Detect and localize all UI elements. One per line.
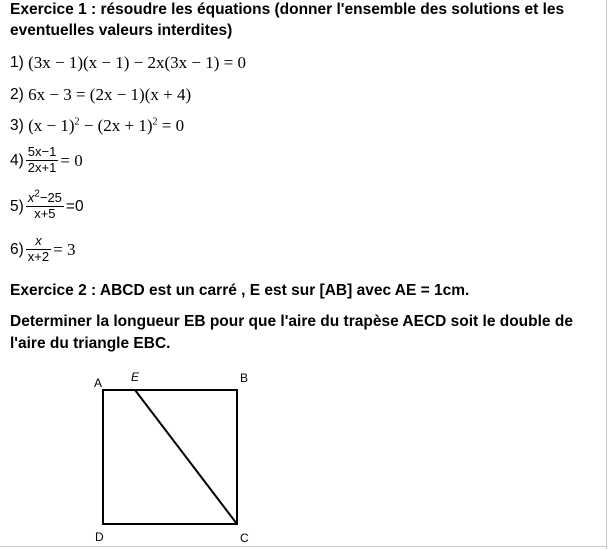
equation-rhs: =0 [65,197,84,215]
vertex-label-a: A [94,376,103,390]
exercise-2-statement: Exercice 2 : ABCD est un carré , E est sur [AB] avec AE = 1cm. [10,282,470,299]
exercise-2-question-line-1: Determiner la longueur EB pour que l'aire du trapèse AECD soit le double de [10,313,573,330]
equation-rhs: = 3 [53,239,76,259]
exercise-1-title: Exercice 1 : [10,1,97,18]
square-abcd [103,390,237,524]
equation-term-2: − (2x + 1) [79,116,153,135]
numerator: x [35,233,42,248]
denominator: x+2 [27,248,50,264]
exponent: 2 [152,116,158,128]
equation-number: 2) [10,85,24,103]
equation-number: 4) [10,151,24,169]
equation-number: 6) [10,240,24,258]
equation-rhs: = 0 [60,150,83,170]
denominator: 2x+1 [27,159,57,175]
exercise-1-line-2: eventuelles valeurs interdites) [10,22,233,39]
exercise-1-instruction: résoudre les équations (donner l'ensemble des solutions et les [100,1,565,18]
segment-ec [135,390,237,524]
exponent: 2 [74,116,80,128]
equation-expression: (3x − 1)(x − 1) − 2x(3x − 1) = 0 [28,53,247,72]
equation-expression: 6x − 3 = (2x − 1)(x + 4) [28,85,192,104]
point-label-e: E [131,370,140,384]
vertex-label-d: D [95,530,104,544]
equation-number: 3) [10,116,24,134]
exercise-2-question-line-2: l'aire du triangle EBC. [10,335,171,352]
numerator: $x^2-25$ [27,188,62,205]
equation-number: 5) [10,197,24,215]
numerator: 5x−1 [27,144,57,159]
equation-term-1: (x − 1) [28,116,75,135]
equation-rhs: = 0 [157,116,185,135]
vertex-label-c: C [240,531,249,545]
denominator: x+5 [26,206,64,222]
vertex-label-b: B [240,371,249,385]
equation-number: 1) [10,53,24,71]
